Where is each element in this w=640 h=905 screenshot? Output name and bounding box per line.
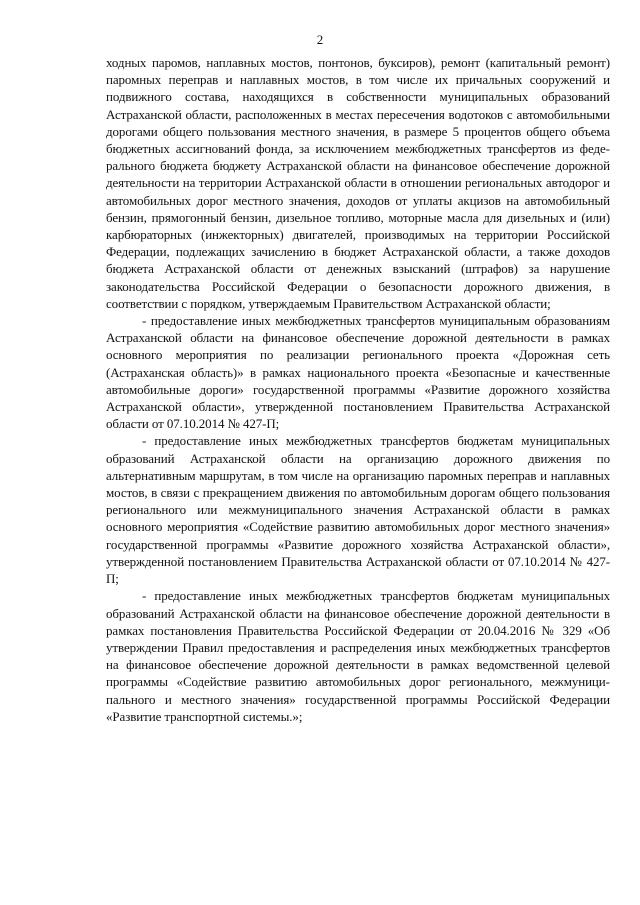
document-body	[106, 54, 610, 725]
page-number: 2	[316, 32, 324, 47]
paragraph-funding-share: ходных паромов, наплавных мостов, понтонов, буксиров), ремонт (капитальный ремонт) паромных переправ и наплавных мостов, в том числе их причальных сооружений и подвижного состава, находящихся в собственности муниципальных образований Астраханской области, расположенных в местах пересечения водотоков с автомобильными дорогами общего пользования местного значения, в размере 5 процентов общего объема бюджетных ассигнований фонда, за исключением межбюджетных трансфертов из федерального бюджета бюджету Астраханской области на финансовое обеспечение дорожной деятельности на территории Астраханской области в отношении региональных автодорог и автомобильных дорог местного значения, доходов от уплаты акцизов на автомобильный бензин, прямогонный бензин, дизельное топливо, моторные масла для дизельных и (или) карбюраторных (инжекторных) двигателей, производимых на территории Российской Федерации, подлежащих зачислению в бюджет Астраханской области, а также доходов бюджета Астраханской области от денежных взысканий (штрафов) за нарушение законодательства Российской Федерации о безопасности дорожного движения, в соответствии с порядком, утверждаемым Правительством Астраханской области;	[106, 55, 610, 311]
paragraph-alternative-routes-transfers: - предоставление иных межбюджетных трансфертов бюджетам муниципальных образований Астраханской области на организацию дорожного движения по альтернативным маршрутам, в том числе на организацию паромных переправ и наплавных мостов, в связи с прекращением движения по автомобильным дорогам общего пользования регионального или межмуниципального значения Астраханской области в рамках основного мероприятия «Содействие развитию автомобильных дорог местного значения» государственной программы «Развитие дорожного хозяйства Астраханской области», утвержденной постановлением Правительства Астраханской области от 07.10.2014 № 427-П;	[106, 433, 610, 587]
paragraph-road-network-transfers: - предоставление иных межбюджетных трансфертов муниципальным образованиям Астраханской области на финансовое обеспечение дорожной деятельности в рамках основного мероприятия по реализации регионального проекта «Дорожная сеть (Астраханская область)» в рамках национального проекта «Безопасные и качественные автомобильные дороги» государственной программы «Развитие дорожного хозяйства Астраханской области», утвержденной постановлением Правительства Астраханской области от 07.10.2014 № 427-П;	[106, 313, 610, 432]
paragraph-federal-program-transfers: - предоставление иных межбюджетных трансфертов бюджетам муниципальных образований Астраханской области на финансовое обеспечение дорожной деятельности в рамках постановления Правительства Российской Федерации от 20.04.2016 № 329 «Об утверждении Правил предоставления и распределения иных межбюджетных трансфертов на финансовое обеспечение дорожной деятельности в рамках ведомственной целевой программы «Содействие развитию автомобильных дорог регионального, межмуниципального и местного значения» государственной программы Российской Федерации «Развитие транспортной системы.»;	[106, 588, 610, 724]
